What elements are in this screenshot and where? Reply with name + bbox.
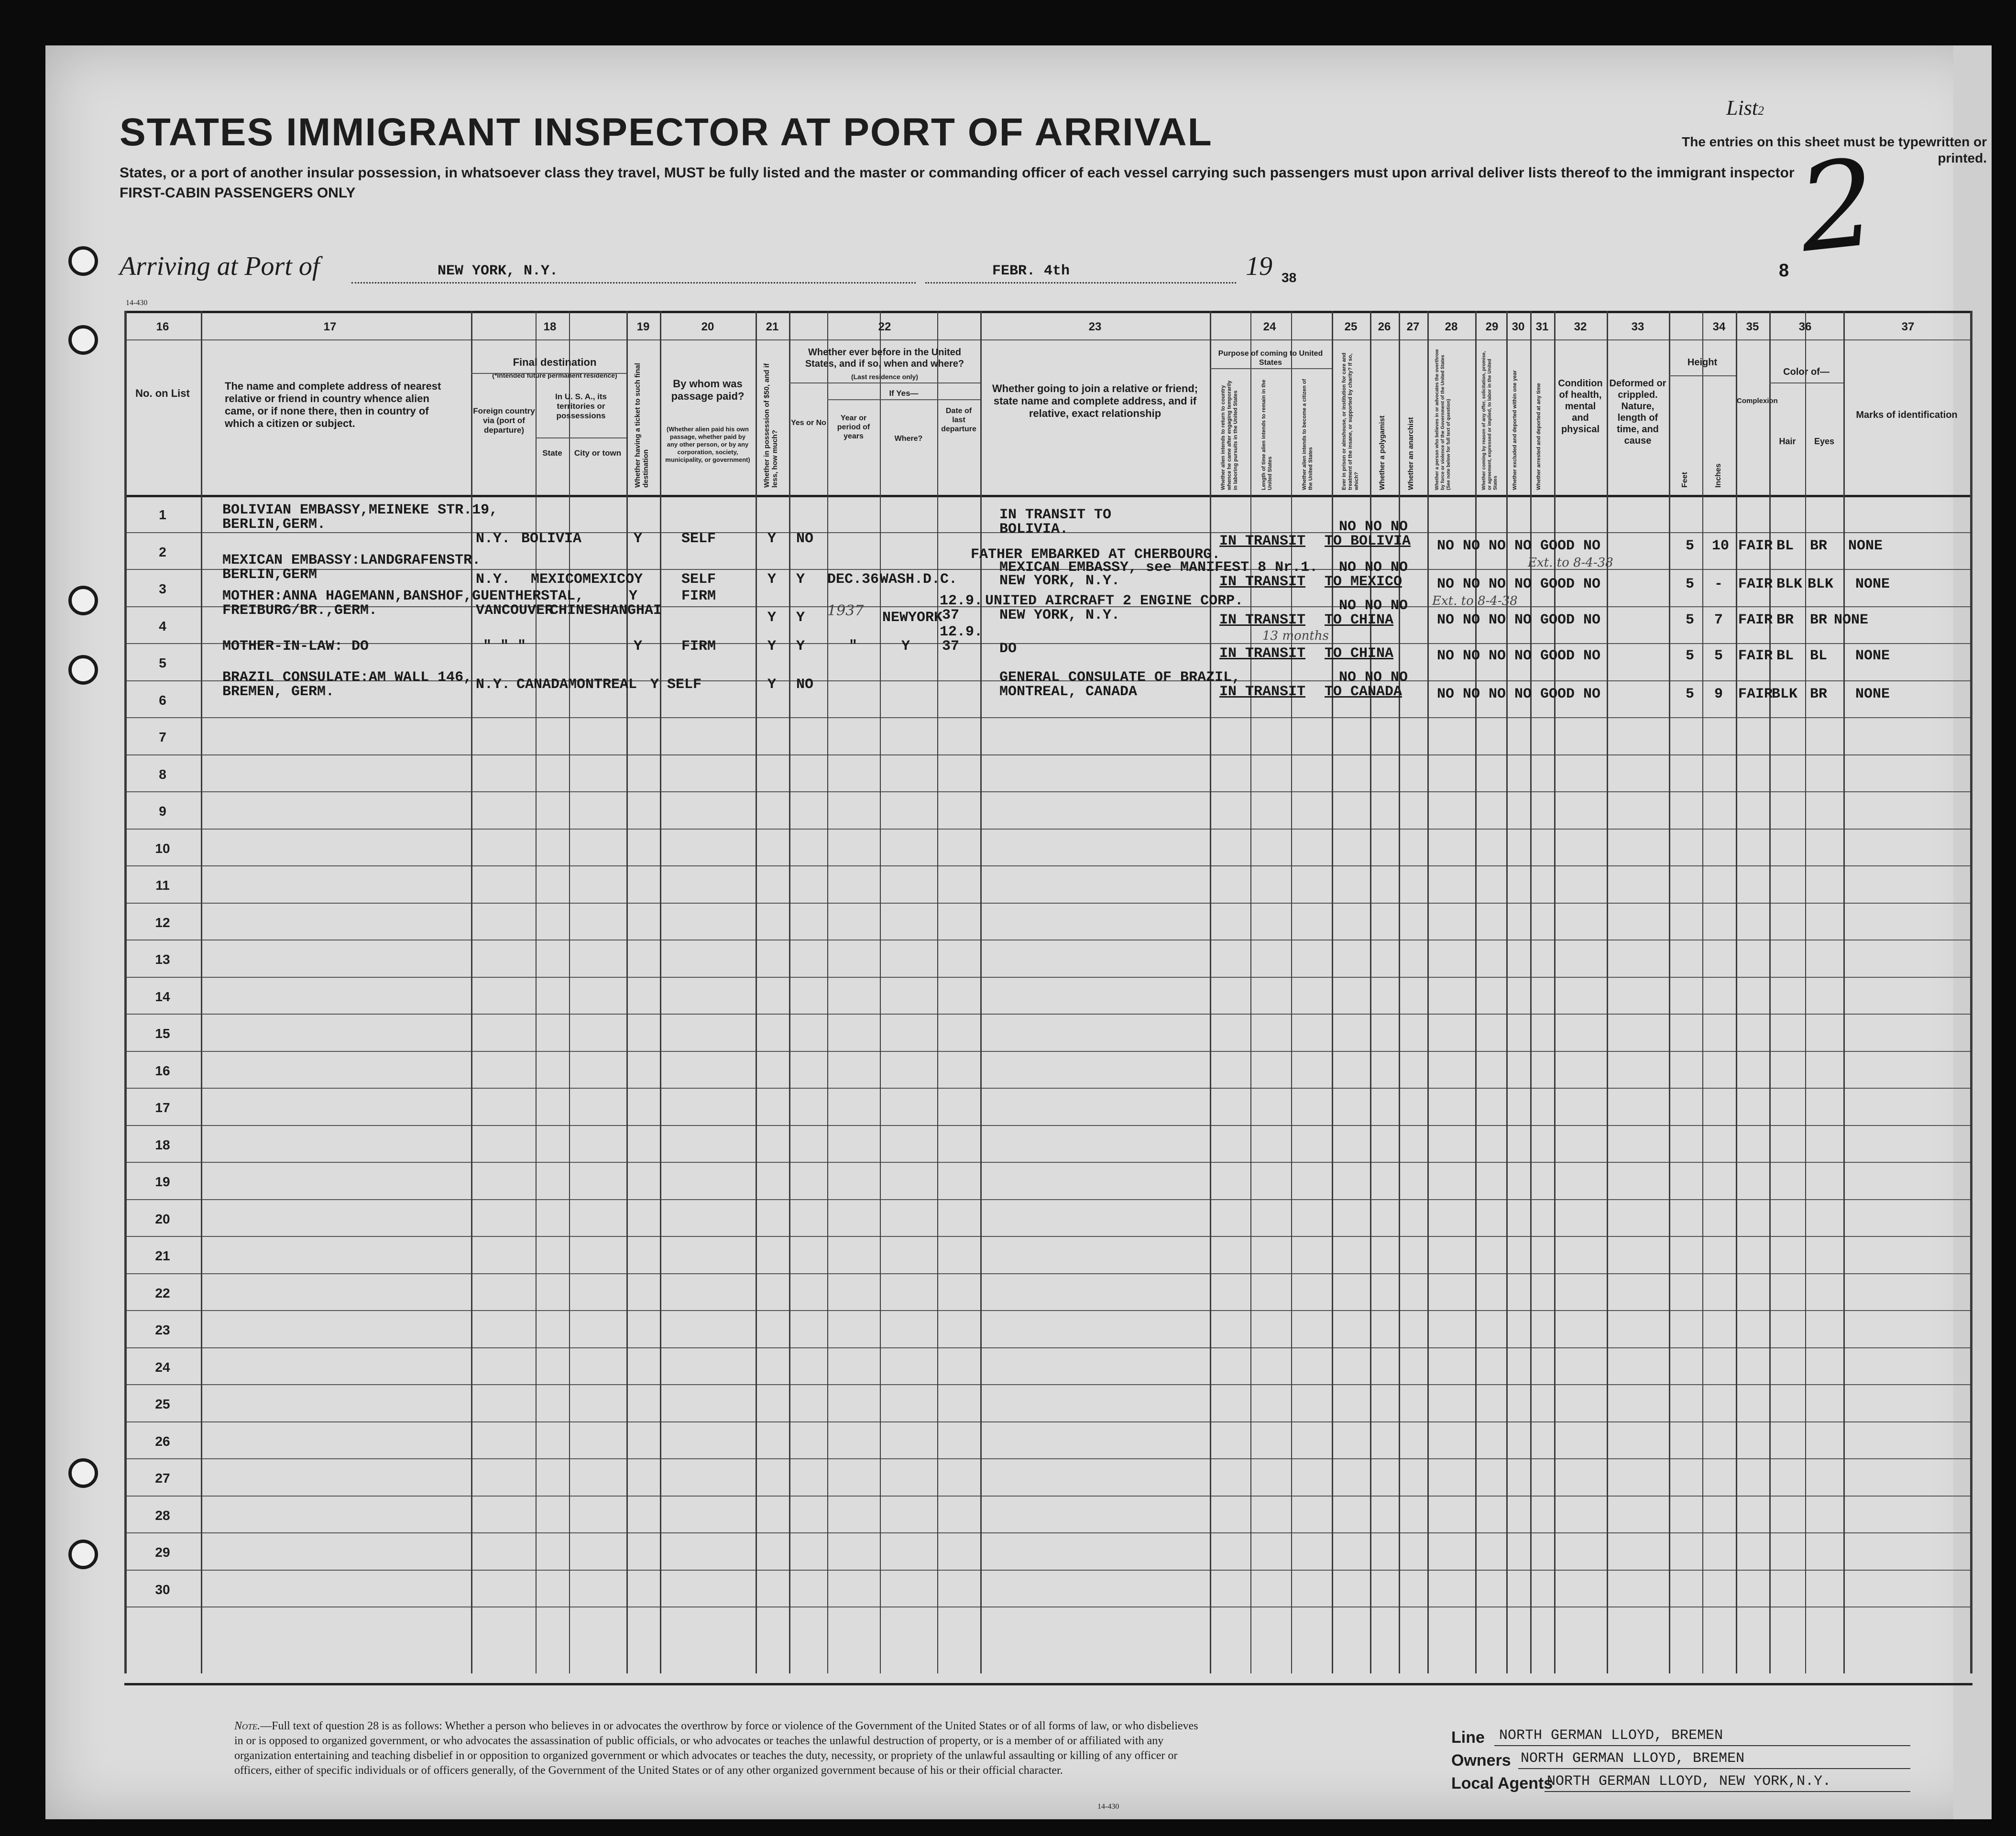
header-labor-offer: Whether coming by reason of any offer, solicitation, promise, or agreement, expressed or implied, to labor in the United States (1481, 351, 1498, 490)
entry-r2-where: WASH.D.C. (880, 571, 958, 588)
arriving-label: Arriving at Port of (120, 251, 320, 281)
row-rule (124, 1088, 1972, 1089)
entry-r2-year: DEC.36 (827, 571, 879, 588)
footer-agents-value: NORTH GERMAN LLOYD, NEW YORK,N.Y. (1547, 1773, 1831, 1790)
entry-r3-eyes: BR (1810, 612, 1828, 628)
header-date-departure: Date of last departure (941, 407, 976, 433)
row-rule (124, 643, 1972, 644)
year-prefix: 19 (1246, 251, 1272, 281)
row-number: 19 (155, 1174, 170, 1189)
header-purpose: Purpose of coming to United States (1218, 350, 1323, 367)
col-number: 33 (1631, 320, 1644, 333)
note-form-code: 14-430 (1097, 1803, 1119, 1811)
entry-r3-date: 12.9. (940, 593, 983, 609)
row-number: 3 (159, 581, 166, 596)
row-number: 23 (155, 1322, 170, 1337)
entry-r4-marks: NONE (1855, 648, 1890, 664)
header-height: Height (1687, 357, 1718, 368)
entry-r4-answers: NO NO NO NO GOOD NO (1437, 648, 1601, 664)
row-rule (124, 1496, 1972, 1497)
entry-r3-country: CHINESHANGHAI (550, 602, 662, 619)
entry-r4-before: Y (796, 638, 805, 655)
entry-r4-ditto: " " " (483, 638, 526, 655)
header-no-on-list: No. on List (135, 387, 190, 399)
row-rule (124, 1014, 1972, 1015)
entry-r2-complexion: FAIR (1738, 576, 1773, 592)
header-eyes: Eyes (1814, 437, 1835, 446)
col-number: 35 (1746, 320, 1759, 333)
entry-r1-join2: BOLIVIA. (999, 521, 1069, 537)
footer-agents-label: Local Agents (1451, 1774, 1553, 1792)
col-number: 16 (156, 320, 169, 333)
entry-r2-state: N.Y. (476, 571, 511, 588)
row-number: 1 (159, 507, 166, 522)
entry-r2-join2: NEW YORK, N.Y. (999, 573, 1120, 589)
entry-r5-hair: BLK (1772, 686, 1798, 702)
entry-r2-feet: 5 (1686, 576, 1695, 592)
header-arrested: Whether arrested and deported at any time (1536, 383, 1542, 490)
row-number: 18 (155, 1137, 170, 1152)
entry-r1-name: BOLIVIAN EMBASSY,MEINEKE STR.19, (222, 502, 498, 518)
row-number: 4 (159, 618, 166, 634)
col-number: 19 (636, 320, 650, 333)
row-number: 26 (155, 1433, 170, 1449)
entry-r1-purpose2: TO BOLIVIA (1325, 533, 1411, 549)
manifest-page (45, 45, 1992, 1819)
manifest-table (124, 311, 1972, 1673)
entry-r4-year: " (849, 638, 858, 655)
row-number: 14 (155, 989, 170, 1004)
entry-r5-marks: NONE (1855, 686, 1890, 702)
header-join-relative: Whether going to join a relative or friend; state name and complete address, and if relative, exact relationship (992, 382, 1198, 419)
entry-r5-answers: NO NO NO NO GOOD NO (1437, 686, 1601, 702)
entry-r3-before: Y (796, 610, 805, 626)
header-inches: Inches (1714, 463, 1722, 488)
header-anarchist: Whether an anarchist (1407, 417, 1415, 490)
date-fill-line (925, 282, 1236, 284)
entry-r3-handwritten: Ext. to 8-4-38 (1432, 594, 1518, 608)
row-number: 25 (155, 1397, 170, 1411)
row-number: 22 (155, 1285, 170, 1300)
header-ever-before-note: (Last residence only) (851, 373, 919, 381)
entry-r1-complexion: FAIR (1738, 538, 1773, 554)
entry-r3-feet: 5 (1686, 612, 1695, 628)
header-city: City or town (574, 448, 622, 458)
row-rule (124, 865, 1972, 866)
row-rule (124, 1125, 1972, 1126)
footer-owners-label: Owners (1451, 1751, 1511, 1770)
entry-r4-date: 12.9. (940, 624, 983, 640)
row-number: 29 (155, 1545, 170, 1560)
entry-r2-50: Y (767, 571, 777, 588)
header-ever-before: Whether ever before in the United States, and if so, when and where? (805, 347, 964, 369)
col-number: 22 (878, 320, 891, 333)
row-number: 17 (155, 1100, 170, 1115)
row-rule (124, 1051, 1972, 1052)
entry-r1-hair: BL (1776, 538, 1794, 554)
entry-r1-name2: BERLIN,GERM. (222, 516, 326, 533)
header-deformed: Deformed or crippled. Nature, length of time, and cause (1609, 378, 1666, 446)
col-number: 18 (543, 320, 557, 333)
header-possession-50: Whether in possession of $50, and if less, how much? (763, 363, 779, 488)
header-where: Where? (894, 435, 923, 443)
row-rule (124, 1273, 1972, 1274)
row-number: 7 (159, 730, 166, 744)
entry-r2-name: MEXICAN EMBASSY:LANDGRAFENSTR. (222, 552, 481, 568)
entry-r4-eyes: BL (1810, 648, 1828, 664)
entry-r5-ticket: Y (650, 677, 659, 693)
row-number: 5 (159, 656, 166, 670)
date-value: FEBR. 4th (992, 263, 1070, 279)
entry-r1-marks: NONE (1848, 538, 1883, 554)
footer-line-value: NORTH GERMAN LLOYD, BREMEN (1499, 1727, 1723, 1744)
row-number: 24 (155, 1359, 170, 1375)
footer-owners-value: NORTH GERMAN LLOYD, BREMEN (1521, 1750, 1745, 1767)
entry-r4-complexion: FAIR (1738, 648, 1773, 664)
col-number: 28 (1445, 320, 1458, 333)
entry-r3-marks: NONE (1834, 612, 1869, 628)
form-code: 14-430 (126, 299, 148, 307)
entry-r2-handwritten: Ext. to 8-4-38 (1528, 556, 1613, 570)
entry-r5-purpose: IN TRANSIT (1219, 684, 1306, 700)
row-rule (124, 1347, 1972, 1348)
entry-r3-year: 1937 (827, 602, 864, 619)
row-rule (124, 1570, 1972, 1571)
entry-r1-state: N.Y. (476, 531, 511, 547)
row-rule (124, 1310, 1972, 1311)
cabin-class-line: FIRST-CABIN PASSENGERS ONLY (120, 185, 356, 201)
entry-r4-feet: 5 (1686, 648, 1695, 664)
entry-r5-complexion: FAIR (1738, 686, 1773, 702)
col-number: 32 (1574, 320, 1587, 333)
punch-hole (68, 325, 98, 355)
header-complexion: Complexion (1737, 397, 1778, 405)
entry-r5-before: NO (796, 677, 814, 693)
footer-owners-rule (1518, 1768, 1910, 1769)
col-number: 34 (1712, 320, 1726, 333)
row-number: 10 (155, 841, 170, 856)
header-passage-note: (Whether alien paid his own passage, whether paid by any other person, or by any corporation, society, municipality, or government) (665, 426, 750, 463)
header-final-destination-note: (*Intended future permanent residence) (492, 372, 617, 379)
row-number: 8 (159, 766, 166, 782)
entry-r2-hair: BLK (1776, 576, 1803, 592)
entry-r3-via: VANCOUVER (476, 602, 554, 619)
entry-r5-join: GENERAL CONSULATE OF BRAZIL, (999, 669, 1241, 686)
entry-r2-purpose2: TO MEXICO (1325, 574, 1402, 590)
col-number: 29 (1485, 320, 1499, 333)
page-number: 8 (1779, 261, 1789, 281)
row-rule (124, 1384, 1972, 1385)
row-rule (124, 1236, 1972, 1237)
handwritten-list-number: 2 (1792, 132, 1883, 279)
row-rule (124, 1162, 1972, 1163)
row-rule (124, 829, 1972, 830)
row-rule (124, 1458, 1972, 1459)
entry-r5-state: N.Y. (476, 677, 511, 693)
row-rule (124, 717, 1972, 718)
entry-r2-join: MEXICAN EMBASSY, see MANIFEST 8 Nr.1. (999, 559, 1318, 576)
punch-hole (68, 1458, 98, 1488)
punch-hole (68, 655, 98, 685)
entry-r1-inches: 10 (1712, 538, 1730, 554)
entry-r5-paid: SELF (667, 677, 702, 693)
list-label: List2 (1726, 96, 1764, 120)
col-number: 26 (1378, 320, 1391, 333)
row-rule (124, 1199, 1972, 1200)
entry-r5-feet: 5 (1686, 686, 1695, 702)
entry-r5-50: Y (767, 677, 777, 693)
header-purpose-sub1: Whether alien intends to return to country whence he came after engaging temporarily in laboring pursuits in the United States (1220, 380, 1238, 490)
entry-r3-hair: BR (1776, 612, 1794, 628)
entry-r3-purpose: IN TRANSIT (1219, 612, 1306, 628)
entry-r2-answers: NO NO NO NO GOOD NO (1437, 576, 1601, 592)
entry-r3-nonono: NO NO NO (1339, 598, 1408, 614)
entry-r1-answers: NO NO NO NO GOOD NO (1437, 538, 1601, 554)
entry-r1-purpose: IN TRANSIT (1219, 533, 1306, 549)
row-rule (124, 791, 1972, 792)
header-color-of: Color of— (1783, 367, 1830, 377)
row-number: 27 (155, 1471, 170, 1486)
header-marks: Marks of identification (1856, 410, 1958, 420)
header-overthrow: Whether a person who believes in or advocates the overthrow by force or violence of the Government of the United States (See note below for full text of question) (1435, 349, 1451, 490)
entry-r1-before: NO (796, 531, 814, 547)
row-rule (124, 977, 1972, 978)
entry-r2-name2: BERLIN,GERM (222, 567, 318, 583)
row-number: 15 (155, 1026, 170, 1041)
entry-r4-where: Y (901, 638, 910, 655)
entry-r5-inches: 9 (1714, 686, 1723, 702)
note-question-28: Note.—Full text of question 28 is as follows: Whether a person who believes in or advocates the overthrow by force or violence of the Government of the United States or of all forms of law, or who disbelieves in or is opposed to organized government, or who advocates the assassination of public officials, or who advocates or teaches the unlawful destruction of property, or is a member of or affiliated with any organization entertaining and teaching disbelief in or opposition to organized government or which advocates or teaches the duty, necessity, or propriety of the unlawful assaulting or killing of any officer or officers, either of specific individuals or of officers generally, of the Government of the United States or of any other organized government because of his or their official character. (234, 1720, 1198, 1777)
header-passage-paid: By whom was passage paid? (671, 378, 745, 402)
entry-r5-eyes: BR (1810, 686, 1828, 702)
entry-r1-join: IN TRANSIT TO (999, 507, 1112, 523)
header-feet: Feet (1681, 472, 1689, 488)
punch-hole (68, 1540, 98, 1569)
punch-hole (68, 586, 98, 615)
header-state: State (542, 448, 562, 458)
row-number: 28 (155, 1508, 170, 1523)
entry-r3-complexion: FAIR (1738, 612, 1773, 628)
header-name-address: The name and complete address of nearest relative or friend in country whence alien came, or if none there, then in country of which a citizen or subject. (225, 380, 441, 429)
entry-r1-country: BOLIVIA (521, 531, 582, 547)
row-number: 6 (159, 692, 166, 708)
entry-r3-answers: NO NO NO NO GOOD NO (1437, 612, 1601, 628)
row-number: 12 (155, 915, 170, 930)
row-rule (124, 754, 1972, 755)
header-year-period: Year or period of years (837, 414, 870, 440)
row-rule (124, 1532, 1972, 1533)
footer-line-label: Line (1451, 1728, 1485, 1747)
entry-r3-join2: NEW YORK, N.Y. (999, 607, 1120, 623)
header-if-yes: If Yes— (889, 389, 919, 398)
entry-r3-date2: 37 (942, 607, 960, 623)
entry-r3-paid: FIRM (681, 588, 716, 604)
header-health: Condition of health, mental and physical (1558, 378, 1603, 435)
entry-r1-ticket: Y (634, 531, 643, 547)
entry-r3-inches: 7 (1714, 612, 1723, 628)
row-number: 21 (155, 1248, 170, 1263)
entry-r2-before: Y (796, 571, 805, 588)
row-number: 16 (155, 1063, 170, 1078)
port-value: NEW YORK, N.Y. (438, 263, 559, 279)
header-excluded: Whether excluded and deported within one year (1512, 370, 1518, 490)
col-number: 25 (1344, 320, 1358, 333)
col-number: 30 (1512, 320, 1525, 333)
entry-r2-marks: NONE (1855, 576, 1890, 592)
entry-r2-nonono: NO NO NO (1339, 559, 1408, 576)
entry-r4-inches: 5 (1714, 648, 1723, 664)
col-number: 24 (1263, 320, 1276, 333)
entry-r1-eyes: BR (1810, 538, 1828, 554)
entry-r4-50: Y (767, 638, 777, 655)
col-number: 20 (701, 320, 714, 333)
header-prison: Ever in prison or almshouse, or institution for care and treatment of the insane, or supported by charity? If so, which? (1341, 352, 1359, 490)
entry-r3-join: UNITED AIRCRAFT 2 ENGINE CORP. (985, 593, 1244, 609)
year-suffix: 38 (1282, 270, 1297, 285)
entry-r4-purpose: IN TRANSIT (1219, 645, 1306, 662)
row-number: 11 (155, 878, 170, 893)
page-title: STATES IMMIGRANT INSPECTOR AT PORT OF ARRIVAL (120, 110, 1213, 154)
entry-r5-country: CANADAMONTREAL (516, 677, 637, 693)
header-final-destination: Final destination (513, 356, 597, 368)
footer-line-rule (1494, 1745, 1910, 1746)
entry-r4-hair: BL (1776, 648, 1794, 664)
entry-r1-50: Y (767, 531, 777, 547)
punch-hole (68, 246, 98, 276)
header-foreign-country: Foreign country via (port of departure) (473, 406, 535, 435)
entry-r2-paid: SELF (681, 571, 716, 588)
entry-r3-name2: FREIBURG/BR.,GERM. (222, 602, 378, 619)
entry-r1-nonono: NO NO NO (1339, 519, 1408, 535)
entry-r3-50: Y (767, 610, 777, 626)
entry-r4-ticket: Y (634, 638, 643, 655)
entry-r2-join0: FATHER EMBARKED AT CHERBOURG. (971, 546, 1221, 563)
entry-r2-eyes: BLK (1808, 576, 1834, 592)
col-number: 36 (1798, 320, 1812, 333)
entry-r2-country: MEXICOMEXICOY (531, 571, 643, 588)
entry-r4-paid: FIRM (681, 638, 716, 655)
entry-r3-ticket: Y (629, 588, 638, 604)
header-ticket: Whether having a ticket to such final destination (634, 363, 650, 488)
footer-agents-rule (1545, 1791, 1910, 1792)
row-number: 2 (159, 544, 166, 559)
entry-r5-name: BRAZIL CONSULATE:AM WALL 146, (222, 669, 472, 686)
list-note: The entries on this sheet must be typewritten or printed. (1682, 134, 1987, 165)
col-number: 37 (1901, 320, 1915, 333)
row-number: 9 (159, 804, 166, 819)
row-number: 20 (155, 1211, 170, 1226)
col-number: 21 (766, 320, 779, 333)
header-yes-no: Yes or No (791, 419, 826, 427)
entry-r3-where: NEWYORK (882, 610, 943, 626)
entry-r3-purpose2: TO CHINA (1325, 612, 1394, 628)
entry-r5-nonono: NO NO NO (1339, 669, 1408, 686)
row-rule (124, 1606, 1972, 1607)
entry-r2-purpose: IN TRANSIT (1219, 574, 1306, 590)
entry-r4-name: MOTHER-IN-LAW: DO (222, 638, 369, 655)
entry-r4-handwritten: 13 months (1262, 629, 1329, 643)
header-in-usa: In U. S. A., its territories or possessions (555, 392, 607, 420)
col-number: 27 (1406, 320, 1420, 333)
col-number: 31 (1535, 320, 1549, 333)
header-hair: Hair (1779, 437, 1796, 446)
port-fill-line (351, 282, 916, 284)
col-number: 23 (1088, 320, 1102, 333)
entry-r2-inches: - (1714, 576, 1723, 592)
entry-r5-purpose2: TO CANADA (1325, 684, 1402, 700)
entry-r1-paid: SELF (681, 531, 716, 547)
entry-r5-name2: BREMEN, GERM. (222, 684, 335, 700)
header-polygamist: Whether a polygamist (1378, 415, 1386, 490)
entry-r5-join2: MONTREAL, CANADA (999, 684, 1138, 700)
entry-r3-name: MOTHER:ANNA HAGEMANN,BANSHOF,GUENTHERSTAL, (222, 588, 584, 604)
row-rule (124, 903, 1972, 904)
instructions-line: States, or a port of another insular possession, in whatsoever class they travel, MUST be fully listed and the master or commanding officer of each vessel carrying such passengers must upon arrival deliver lists thereof to the immigrant inspector (120, 165, 1795, 181)
entry-r4-date2: 37 (942, 638, 960, 655)
entry-r1-feet: 5 (1686, 538, 1695, 554)
row-number: 30 (155, 1582, 170, 1597)
row-number: 13 (155, 952, 170, 967)
header-purpose-sub2: Length of time alien intends to remain in the United States (1261, 379, 1273, 490)
col-number: 17 (323, 320, 337, 333)
header-purpose-sub3: Whether alien intends to become a citizen of the United States (1302, 379, 1314, 490)
entry-r4-purpose2: TO CHINA (1325, 645, 1394, 662)
row-rule (124, 1421, 1972, 1422)
entry-r4-join: DO (999, 641, 1017, 657)
